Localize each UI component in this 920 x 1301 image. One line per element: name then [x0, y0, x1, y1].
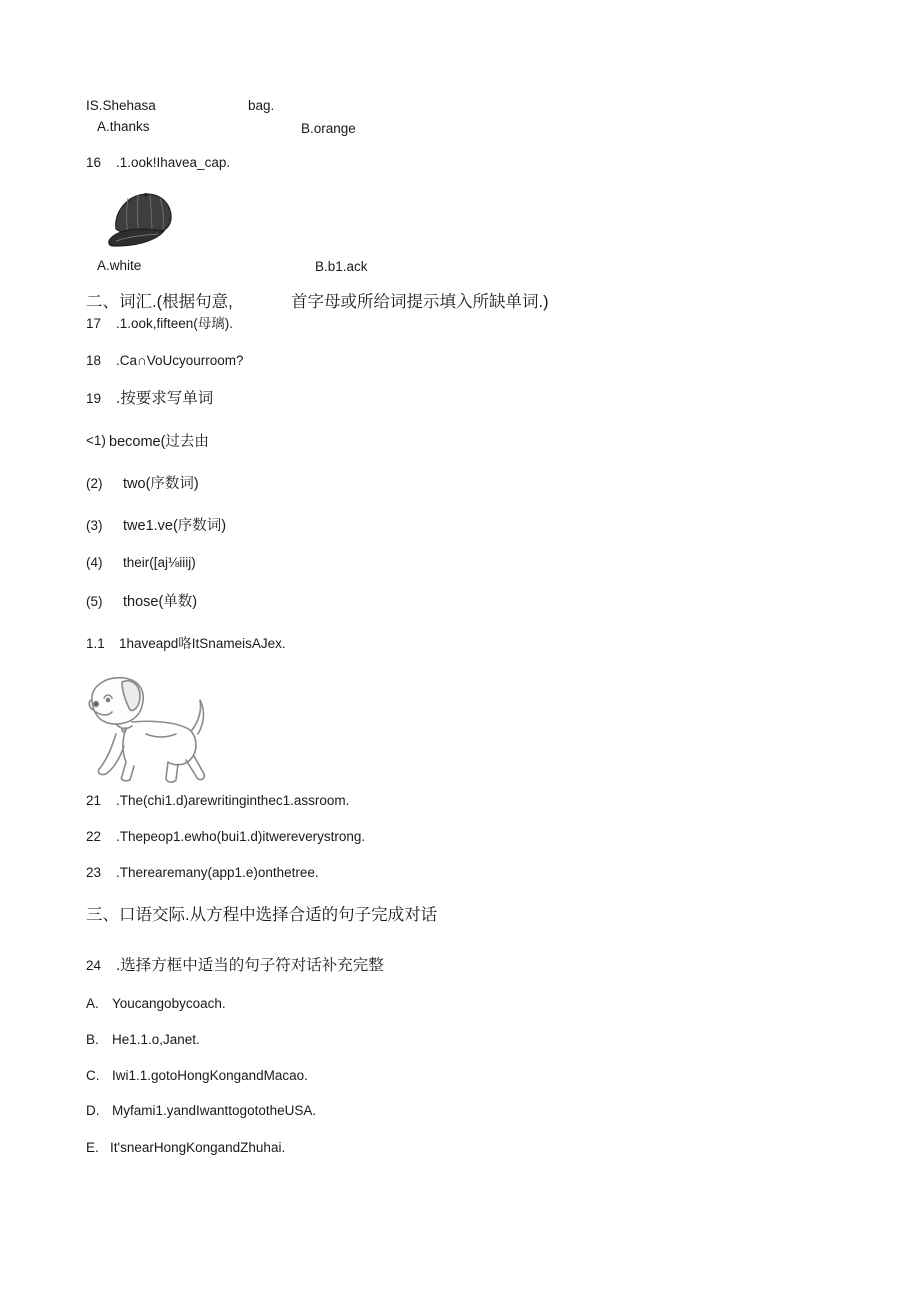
q24-title: .选择方框中适当的句子符对话补充完整 [116, 957, 384, 974]
q19-item-2-text: two(序数词) [123, 476, 199, 492]
q21-number: 21 [86, 793, 102, 808]
dog-icon [86, 672, 214, 790]
q24-option-e-text: It'snearHongKongandZhuhai. [110, 1140, 286, 1155]
q16-option-a: A.white [97, 258, 142, 273]
q19-number: 19 [86, 391, 102, 406]
q17-number: 17 [86, 316, 102, 331]
q24-option-b-letter: B. [86, 1032, 99, 1047]
q19-item-3-text: twe1.ve(序数词) [123, 518, 227, 534]
q23-number: 23 [86, 865, 102, 880]
q19-item-4-text: their([aj⅛iiij) [123, 555, 196, 570]
q20-text: 1haveapd咯ItSnameisAJex. [119, 636, 286, 651]
q22-text: .Thepeop1.ewho(bui1.d)itwereverystrong. [116, 829, 366, 844]
q18-text: .Ca∩VoUcyourroom? [116, 353, 244, 368]
q24-option-b-text: He1.1.o,Janet. [112, 1032, 200, 1047]
q24-option-c-letter: C. [86, 1068, 100, 1083]
q18-number: 18 [86, 353, 102, 368]
q24-number: 24 [86, 958, 102, 973]
q19-item-4-label: (4) [86, 555, 103, 570]
q19-item-1-label: <1) [86, 433, 106, 448]
q21-text: .The(chi1.d)arewritinginthec1.assroom. [116, 793, 350, 808]
q24-option-c-text: Iwi1.1.gotoHongKongandMacao. [112, 1068, 308, 1083]
q19-item-5-label: (5) [86, 594, 103, 609]
q19-item-2-label: (2) [86, 476, 103, 491]
q23-text: .Therearemany(app1.e)onthetree. [116, 865, 319, 880]
q19-item-3-label: (3) [86, 518, 103, 533]
q16-option-b: B.b1.ack [315, 259, 368, 274]
q16-number: 16 [86, 155, 102, 170]
section-2-title-part1: 二、词汇.(根据句意, [86, 293, 233, 311]
q24-option-e-letter: E. [86, 1140, 99, 1155]
cap-icon [106, 189, 176, 251]
q24-option-a-text: Youcangobycoach. [112, 996, 226, 1011]
q19-item-1-text: become(过去由 [109, 434, 209, 450]
q15-option-b: B.orange [301, 121, 356, 136]
q22-number: 22 [86, 829, 102, 844]
q17-text: .1.ook,fifteen(母璃). [116, 316, 234, 331]
q24-option-d-letter: D. [86, 1103, 100, 1118]
q16-stem: .1.ook!Ihavea_cap. [116, 155, 231, 170]
q19-title: .按要求写单词 [116, 390, 214, 407]
section-2-title-part2: 首字母或所给词提示填入所缺单词.) [291, 293, 549, 311]
q24-option-d-text: Myfami1.yandIwanttogototheUSA. [112, 1103, 317, 1118]
q24-option-a-letter: A. [86, 996, 99, 1011]
q15-stem-part1: IS.Shehasa [86, 98, 156, 113]
q19-item-5-text: those(单数) [123, 594, 198, 610]
section-3-title: 三、口语交际.从方程中选择合适的句子完成对话 [86, 906, 438, 924]
q15-stem-part2: bag. [248, 98, 275, 113]
q15-option-a: A.thanks [97, 119, 150, 134]
q20-number: 1.1 [86, 636, 105, 651]
